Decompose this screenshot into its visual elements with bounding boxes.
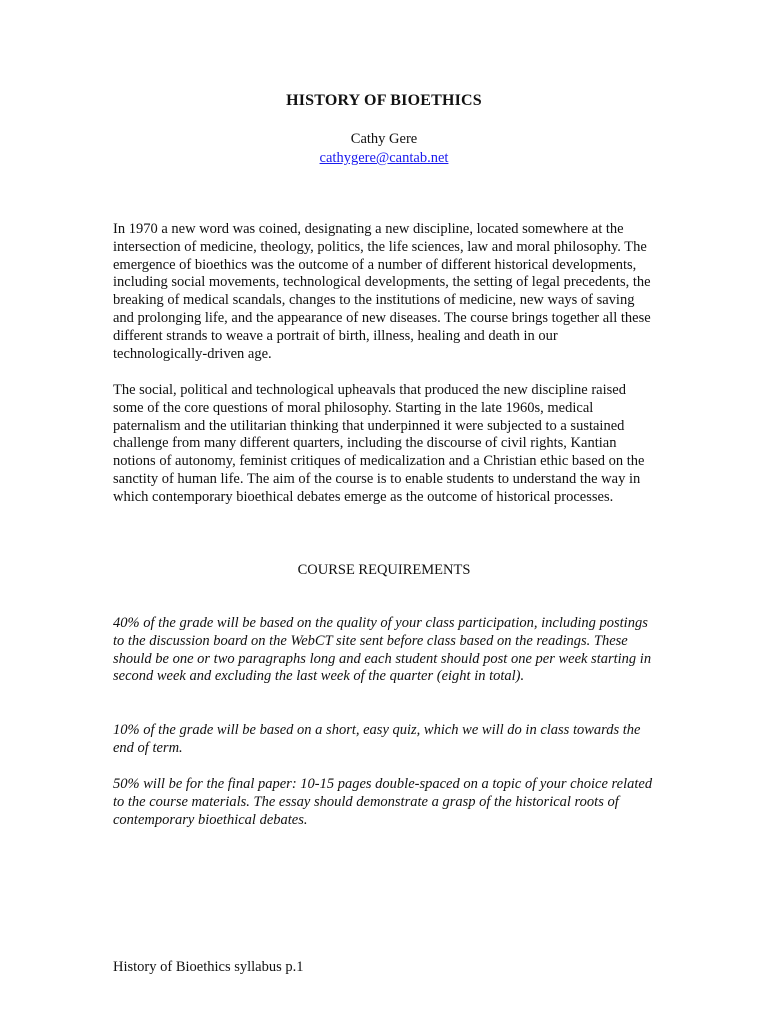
requirement-final-paper: 50% will be for the final paper: 10-15 pages double-spaced on a topic of your choice related to the course materials. The essay should demonstrate a grasp of the historical roots of contemporary bioethical debates. [113, 776, 653, 828]
page-footer: History of Bioethics syllabus p.1 [113, 959, 304, 975]
author-email-link[interactable]: cathygere@cantab.net [319, 150, 449, 166]
requirement-quiz: 10% of the grade will be based on a short, easy quiz, which we will do in class towards the end of term. [113, 722, 641, 756]
intro-paragraph: In 1970 a new word was coined, designating a new discipline, located somewhere at the intersection of medicine, theology, politics, the life sciences, law and moral philosophy. The emergence of bioethics was the outcome of a number of different historical developments, including social movements, technological developments, the setting of legal precedents, the breaking of medical scandals, changes to the institutions of medicine, new ways of saving and prolonging life, and the appearance of new diseases. The course brings together all these different strands to weave a portrait of birth, illness, healing and death in our technologically-driven age. [113, 221, 651, 362]
requirements-heading: COURSE REQUIREMENTS [297, 562, 471, 578]
requirement-participation: 40% of the grade will be based on the quality of your class participation, including postings to the discussion board on the WebCT site sent before class based on the readings. These should be one or two paragraphs long and each student should post one per week starting in second week and excluding the last week of the quarter (eight in total). [113, 615, 652, 685]
author-name: Cathy Gere [350, 131, 418, 147]
document-title: HISTORY OF BIOETHICS [286, 92, 482, 109]
aims-paragraph: The social, political and technological upheavals that produced the new discipline raised some of the core questions of moral philosophy. Starting in the late 1960s, medical paternalism and the utilitarian thinking that underpinned it were subjected to a sustained challenge from many different quarters, including the discourse of civil rights, Kantian notions of autonomy, feminist critiques of medicalization and a Christian ethic based on the sanctity of human life. The aim of the course is to enable students to understand the way in which contemporary bioethical debates emerge as the outcome of historical processes. [113, 382, 645, 505]
author-email-line [0, 150, 768, 167]
